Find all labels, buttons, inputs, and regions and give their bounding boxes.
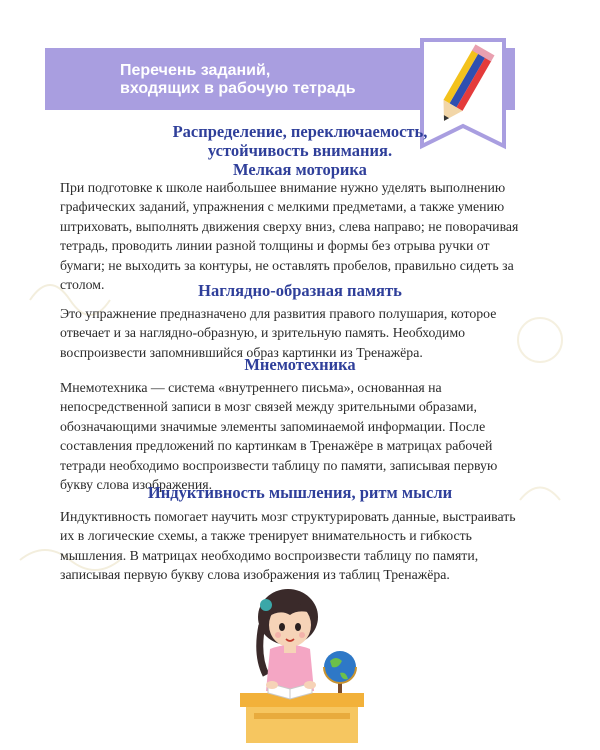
- title-line-2: входящих в рабочую тетрадь: [120, 80, 356, 97]
- section-heading-inductive-thinking: Индуктивность мышления, ритм мысли: [147, 483, 453, 502]
- title-line-1: Перечень заданий,: [120, 62, 271, 79]
- text-line: графических заданий, упражнения с мелкими предметами, а также умению: [60, 199, 505, 215]
- text-line: мышления. В матрицах необходимо воспроизвести таблицу по памяти,: [60, 547, 479, 563]
- paragraph-motor-skills: [60, 178, 560, 294]
- section-heading-attention: [0, 122, 600, 179]
- section-heading-mnemonics: Мнемотехника: [244, 355, 356, 374]
- text-line: столом.: [60, 277, 105, 293]
- text-line: Это упражнение предназначено для развития правого полушария, которое: [60, 306, 497, 321]
- text-line: непосредственной записи в мозг связей между зрительными образами,: [60, 399, 477, 415]
- text-line: тетради необходимо воспроизвести таблицу по памяти, записывая первую: [60, 457, 498, 473]
- heading-line: Распределение, переключаемость,: [172, 122, 428, 141]
- text-line: При подготовке к школе наибольшее внимание нужно уделять выполнению: [60, 180, 506, 195]
- text-line: букву слова изображения.: [60, 477, 213, 493]
- paragraph-mnemonics: [60, 378, 560, 494]
- text-line: Мнемотехника — система «внутреннего письма», основанная на: [60, 380, 442, 395]
- text-line: воспроизвести запомнившийся образ картинки из Тренажёра.: [60, 344, 423, 360]
- text-line: отвечает и за наглядно-образную, и зрительную память. Необходимо: [60, 325, 466, 341]
- text-line: Индуктивность помогает научить мозг структурировать данные, выстраивать: [60, 509, 516, 524]
- text-line: составления предложений по картинкам в Тренажёре в матрицах рабочей: [60, 438, 493, 454]
- paragraph-inductive-thinking: [60, 507, 560, 585]
- paragraph-visual-memory: [60, 304, 560, 362]
- text-line: штриховать, выполнять движения сверху вниз, слева направо; не поворачивая: [60, 218, 519, 234]
- text-line: тетрадь, проводить линии разной толщины и формы без отрыва ручки от: [60, 238, 490, 254]
- text-line: обозначающими значимые элементы запоминаемой информации. После: [60, 418, 486, 434]
- text-line: их в логические схемы, а также тренирует внимательность и гибкость: [60, 528, 472, 544]
- girl-reading-at-desk-illustration: [232, 585, 372, 745]
- text-line: бумаги; не выходить за контуры, не оставлять пробелов, правильно сидеть за: [60, 257, 514, 273]
- page-title: [120, 62, 440, 98]
- heading-line: Мелкая моторика: [233, 160, 367, 179]
- heading-line: устойчивость внимания.: [207, 141, 393, 160]
- text-line: записывая первую букву слова изображения из таблиц Тренажёра.: [60, 567, 450, 583]
- section-heading-visual-memory: Наглядно-образная память: [198, 281, 402, 300]
